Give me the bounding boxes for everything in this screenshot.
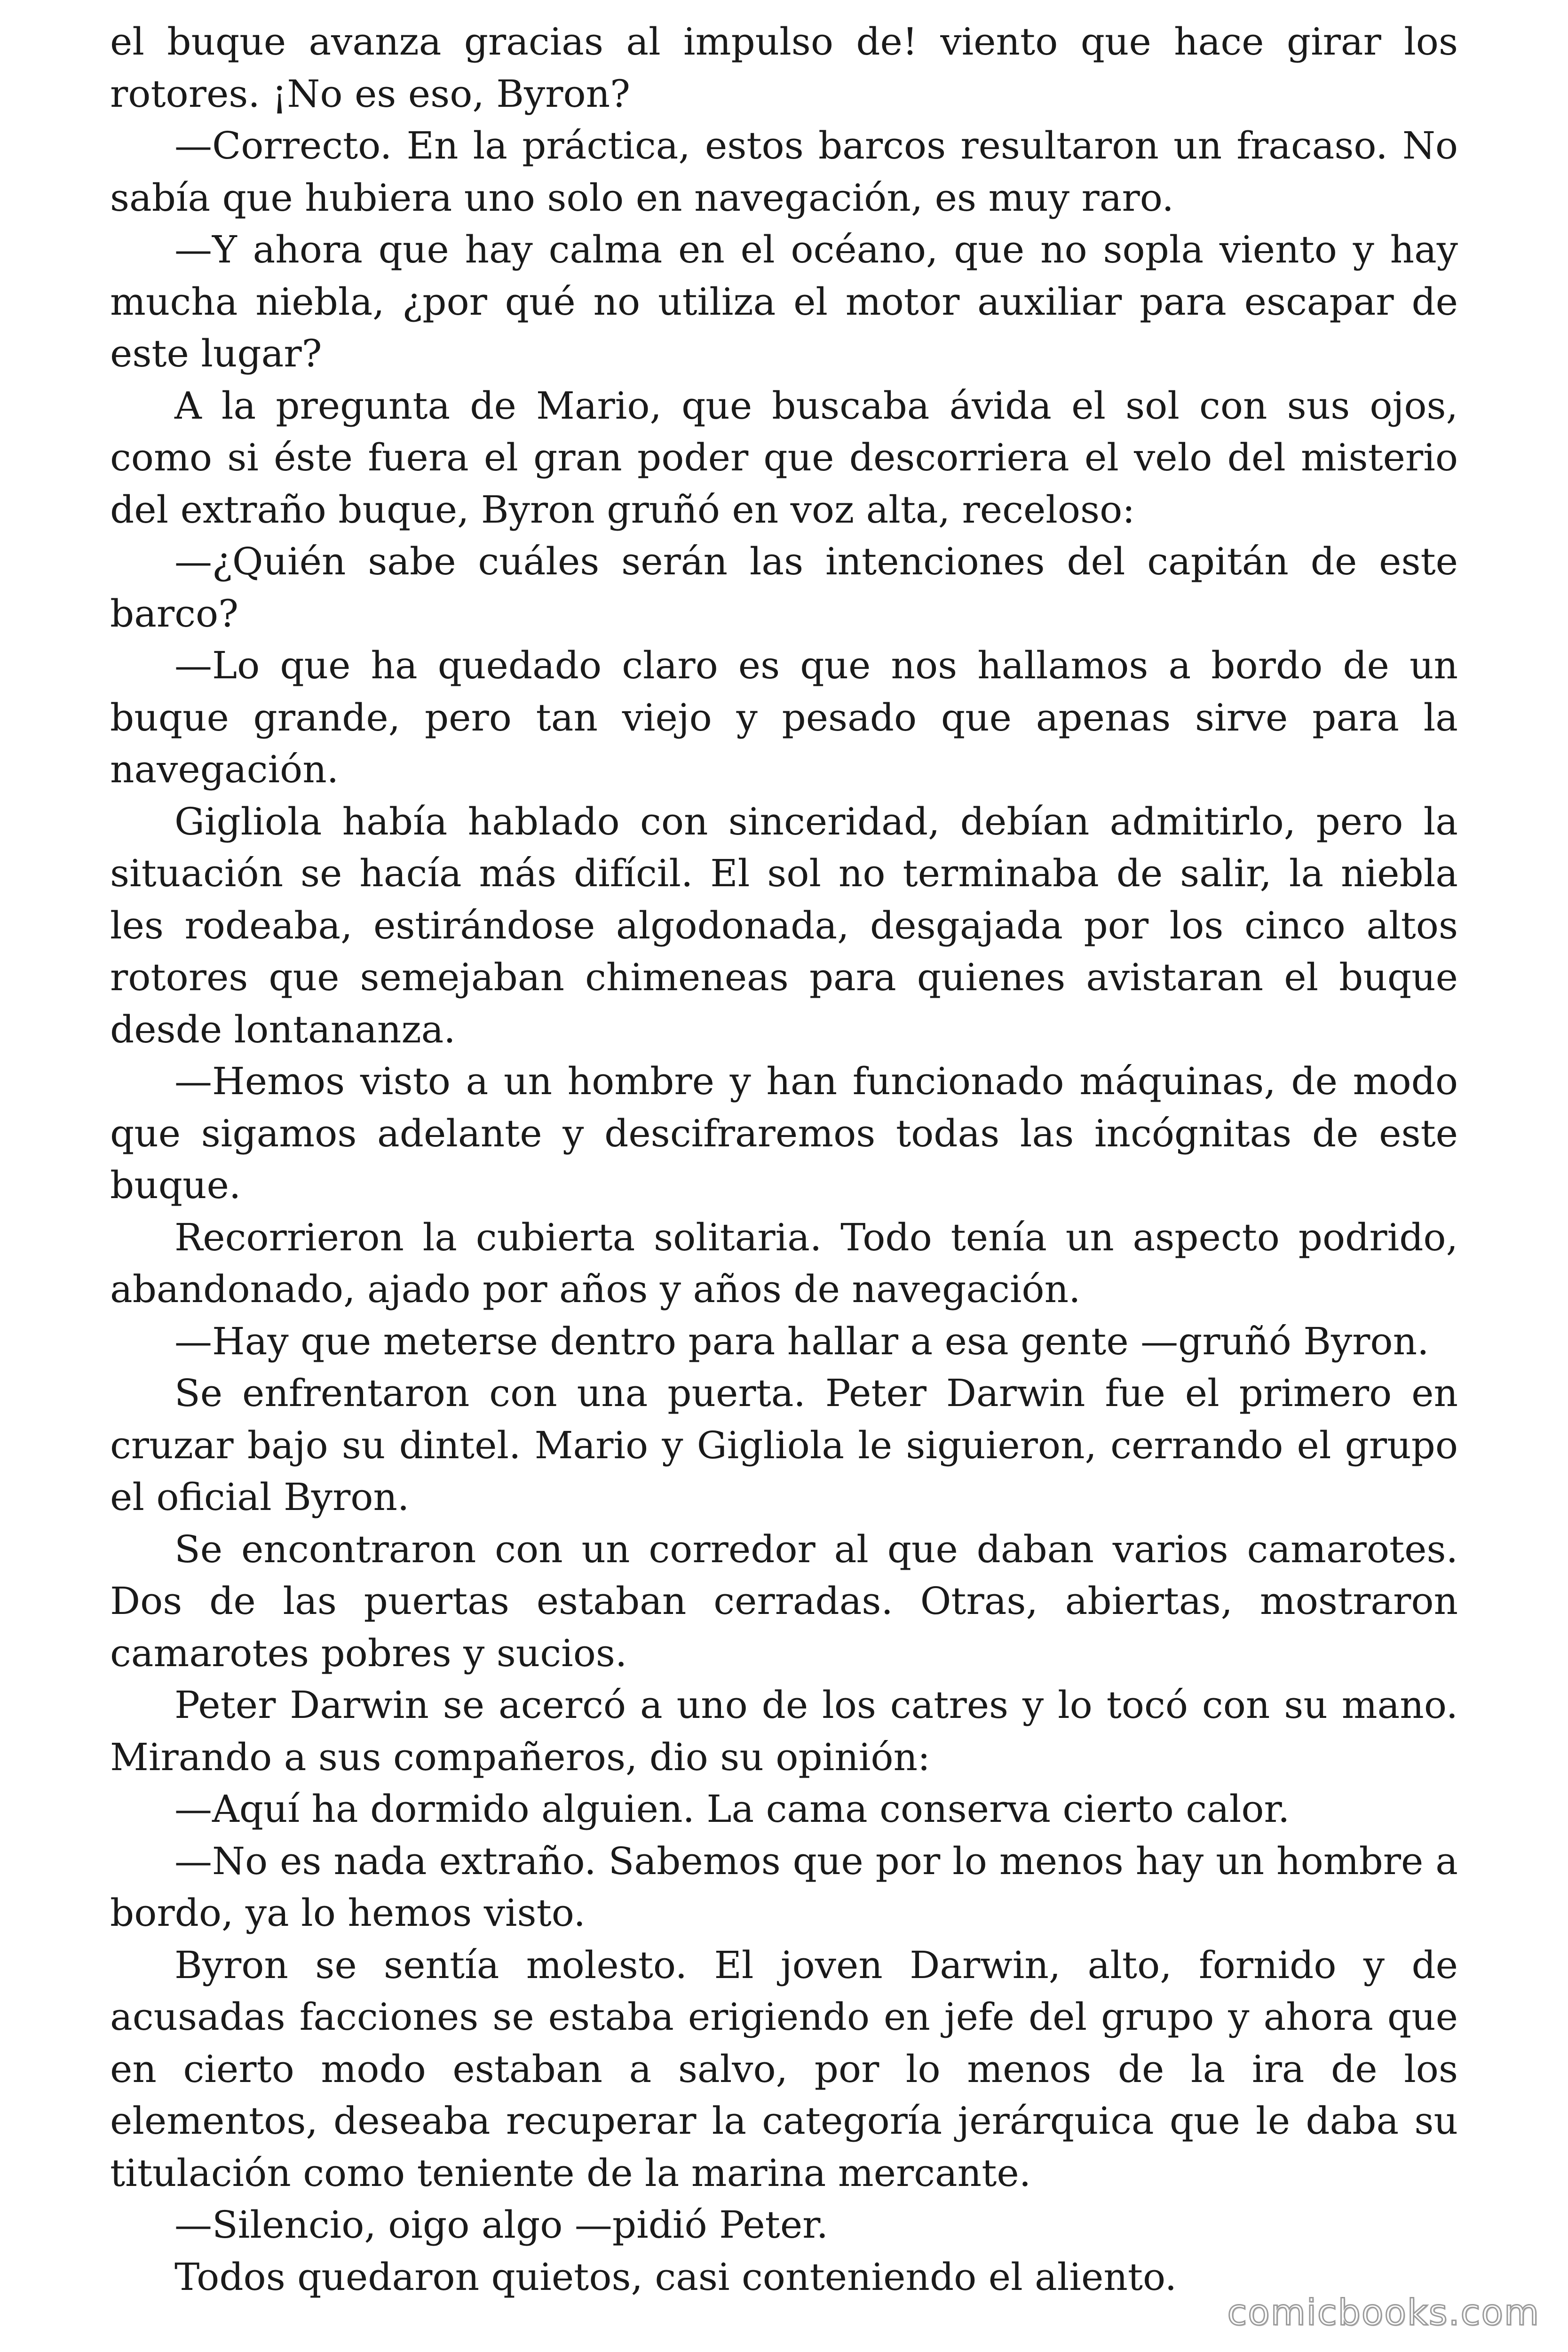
paragraph: Todos quedaron quietos, casi conteniendo el aliento. [174, 2255, 1177, 2299]
paragraph: —Lo que ha quedado claro es que nos hallamos a bordo de un buque grande, pero tan viejo y pesado que apenas sirve para la navegación. [110, 644, 1458, 791]
paragraph: Gigliola había hablado con sinceridad, debían admitirlo, pero la situación se hacía más difícil. El sol no terminaba de salir, la niebla les rodeaba, estirándose algodonada, desgajada por los cinco altos rotores que semejaban chimeneas para quienes avistaran el buque desde lontananza. [110, 799, 1458, 1051]
paragraph: —Hay que meterse dentro para hallar a esa gente —gruñó Byron. [174, 1319, 1429, 1363]
paragraph: Recorrieron la cubierta solitaria. Todo tenía un aspecto podrido, abandonado, ajado por años y años de navegación. [110, 1215, 1458, 1311]
paragraph: —Aquí ha dormido alguien. La cama conserva cierto calor. [174, 1787, 1290, 1831]
paragraph: A la pregunta de Mario, que buscaba ávida el sol con sus ojos, como si éste fuera el gran poder que descorriera el velo del misterio del extraño buque, Byron gruñó en voz alta, receloso: [110, 383, 1458, 532]
paragraph: —¿Quién sabe cuáles serán las intenciones del capitán de este barco? [110, 540, 1458, 636]
paragraph: Peter Darwin se acercó a uno de los catres y lo tocó con su mano. Mirando a sus compañeros, dio su opinión: [110, 1683, 1458, 1779]
paragraph: —Correcto. En la práctica, estos barcos resultaron un fracaso. No sabía que hubiera uno solo en navegación, es muy raro. [110, 124, 1458, 220]
paragraph: Se encontraron con un corredor al que daban varios camarotes. Dos de las puertas estaban cerradas. Otras, abiertas, mostraron camarotes pobres y sucios. [110, 1527, 1458, 1675]
watermark: comicbooks.com [1227, 2291, 1540, 2333]
paragraph: Byron se sentía molesto. El joven Darwin, alto, fornido y de acusadas facciones se estaba erigiendo en jefe del grupo y ahora que en cierto modo estaban a salvo, por lo menos de la ira de los elementos, deseaba recuperar la categoría jerárquica que le daba su titulación como teniente de la marina mercante. [110, 1943, 1458, 2195]
paragraph: —Silencio, oigo algo —pidió Peter. [174, 2203, 829, 2247]
paragraph: —Hemos visto a un hombre y han funcionado máquinas, de modo que sigamos adelante y descifraremos todas las incógnitas de este buque. [110, 1059, 1458, 1207]
paragraph: —No es nada extraño. Sabemos que por lo menos hay un hombre a bordo, ya lo hemos visto. [110, 1839, 1458, 1935]
paragraph: —Y ahora que hay calma en el océano, que no sopla viento y hay mucha niebla, ¿por qué no utiliza el motor auxiliar para escapar de este lugar? [110, 228, 1458, 375]
paragraph: Se enfrentaron con una puerta. Peter Darwin fue el primero en cruzar bajo su dintel. Mario y Gigliola le siguieron, cerrando el grupo el oficial Byron. [110, 1371, 1458, 1519]
book-page-text [110, 16, 1458, 2303]
paragraph: el buque avanza gracias al impulso de! viento que hace girar los rotores. ¡No es eso, Byron? [110, 20, 1458, 116]
